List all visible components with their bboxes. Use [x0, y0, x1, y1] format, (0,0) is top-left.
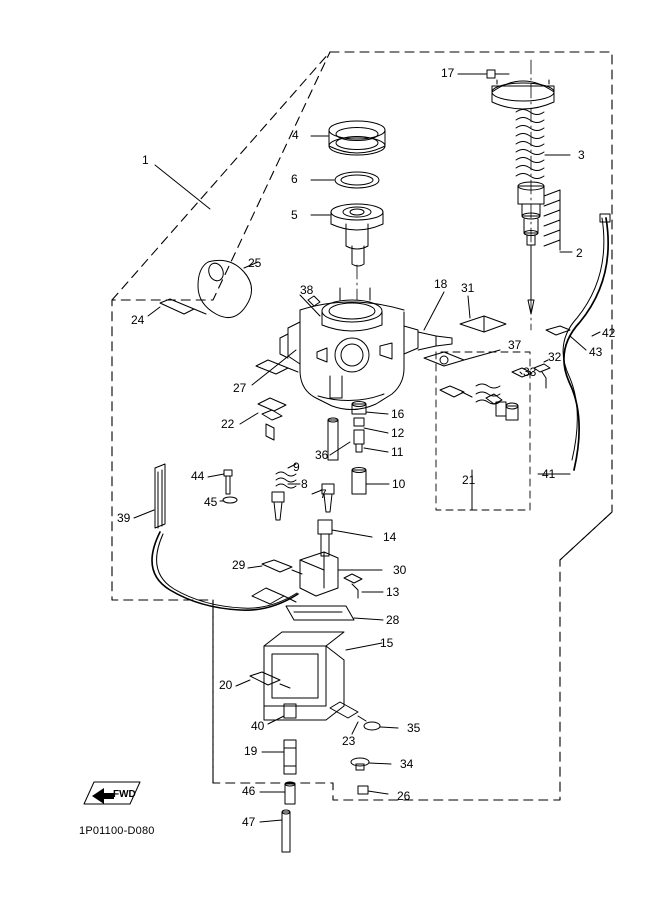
callout-8: 8 [301, 477, 308, 491]
callout-47: 47 [242, 815, 256, 829]
callout-45: 45 [204, 495, 218, 509]
callout-28: 28 [386, 613, 400, 627]
callout-15: 15 [380, 636, 394, 650]
callout-24: 24 [131, 313, 145, 327]
callout-13: 13 [386, 585, 400, 599]
callout-34: 34 [400, 757, 414, 771]
callout-9: 9 [293, 460, 300, 474]
callout-39: 39 [117, 511, 131, 525]
callout-22: 22 [221, 417, 235, 431]
callout-38: 38 [300, 283, 314, 297]
callout-11: 11 [391, 445, 404, 459]
fwd-direction-label: FWD [113, 789, 136, 800]
callout-31: 31 [461, 281, 475, 295]
callout-46: 46 [242, 784, 256, 798]
callout-17: 17 [441, 66, 455, 80]
callout-20: 20 [219, 678, 233, 692]
callout-32: 32 [548, 350, 562, 364]
callout-27: 27 [233, 381, 247, 395]
callout-6: 6 [291, 172, 298, 186]
callout-4: 4 [292, 128, 299, 142]
drawing-part-code: 1P01100-D080 [79, 825, 155, 837]
callout-25: 25 [248, 256, 262, 270]
callout-19: 19 [244, 744, 258, 758]
callout-37: 37 [508, 338, 522, 352]
callout-21: 21 [462, 473, 476, 487]
callout-30: 30 [393, 563, 407, 577]
callout-18: 18 [434, 277, 448, 291]
callout-10: 10 [392, 477, 406, 491]
callout-33: 33 [523, 365, 537, 379]
callout-43: 43 [589, 345, 603, 359]
callout-5: 5 [291, 208, 298, 222]
callout-35: 35 [407, 721, 421, 735]
callout-1: 1 [142, 153, 149, 167]
callout-44: 44 [191, 469, 205, 483]
callout-7: 7 [320, 487, 327, 501]
callout-3: 3 [578, 148, 585, 162]
callout-23: 23 [342, 734, 356, 748]
callout-40: 40 [251, 719, 265, 733]
callout-16: 16 [391, 407, 405, 421]
callout-29: 29 [232, 558, 246, 572]
callout-36: 36 [315, 448, 329, 462]
callout-12: 12 [391, 426, 405, 440]
callout-26: 26 [397, 789, 411, 803]
callout-42: 42 [602, 326, 616, 340]
callout-2: 2 [576, 246, 583, 260]
callout-14: 14 [383, 530, 397, 544]
callout-41: 41 [542, 467, 556, 481]
